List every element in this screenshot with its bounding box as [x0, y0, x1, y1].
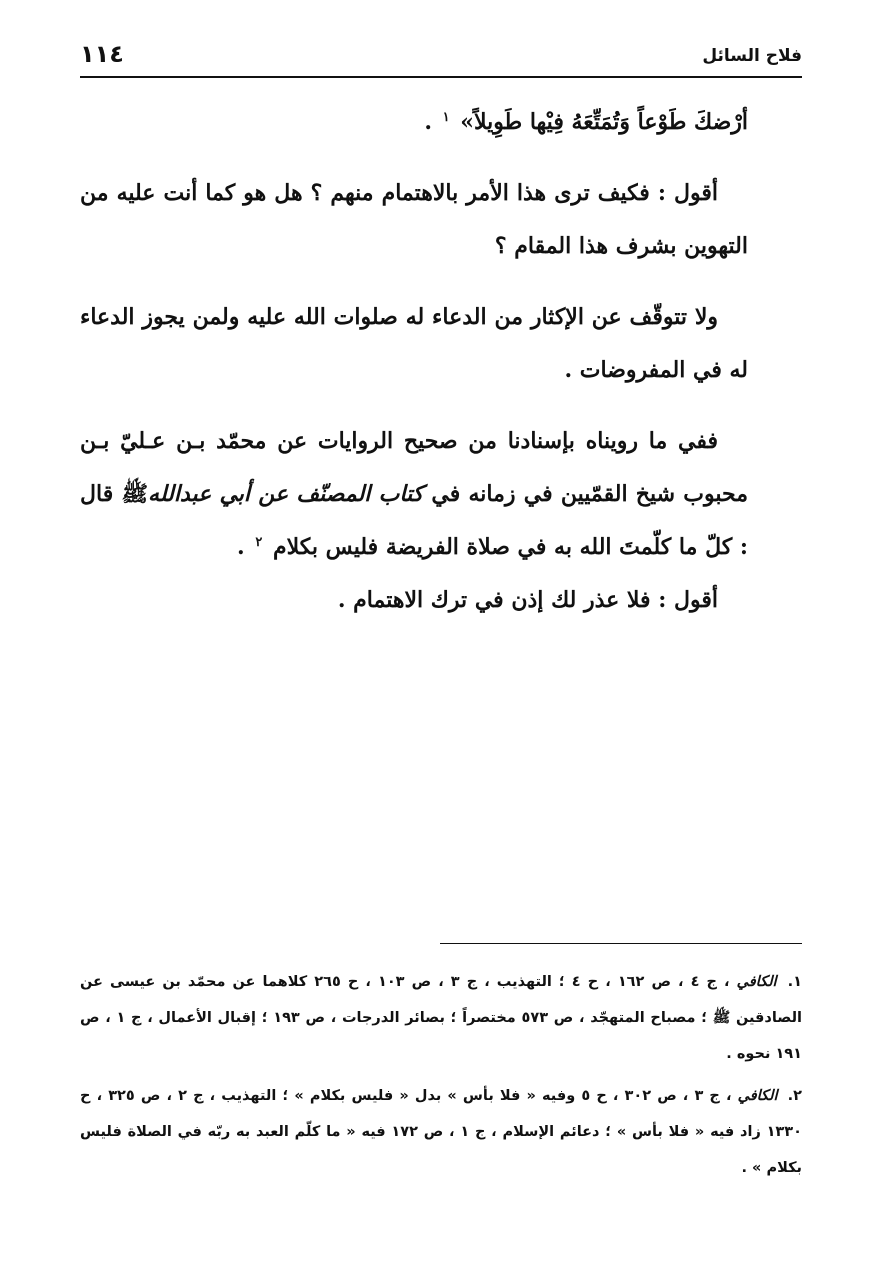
paragraph-5: أقول : فلا عذر لك إذن في ترك الاهتمام .: [337, 587, 718, 613]
paragraph-quote-end: أرْضكَ طَوْعاً وَتُمَتِّعَهُ فِيْها طَوِيلاً» $^١$ .: [424, 109, 748, 135]
running-title: فلاح السائل: [702, 46, 802, 66]
footnote-2: [80, 1078, 802, 1186]
footnote-marker: ١.: [787, 974, 802, 990]
footnote-ref-1[interactable]: ١: [442, 109, 450, 125]
footnote-marker: ٢.: [787, 1088, 802, 1104]
footnote-ref-2[interactable]: ٢: [255, 534, 263, 550]
footnote-source: الكافي: [737, 1088, 778, 1104]
running-header: [80, 28, 802, 76]
footnote-source: الكافي: [736, 974, 777, 990]
book-title: كتاب المصنّف عن أبي عبدالله: [148, 481, 424, 507]
footnote-1: [80, 964, 802, 1072]
paragraph-2: أقول : فكيف ترى هذا الأمر بالاهتمام منهم ؟ هل هو كما أنت عليه من التهوين بشرف هذا المقام ؟: [80, 180, 748, 259]
paragraph-4: ففي ما رويناه بإسنادنا من صحيح الروايات عن محمّد بـن عـليّ بـن محبوب شيخ القمّيين في زمانه في كتاب المصنّف عن أبي عبداللهﷺ قال : كلّ ما كلّمتَ الله به في صلاة الفريضة فليس بكلام $^٢$ .: [80, 428, 749, 560]
footnote-text: ، ج ٤ ، ص ١٦٢ ، ح ٤ ؛ التهذيب ، ج ٣ ، ص ١٠٣ ، ح ٢٦٥ كلاهما عن محمّد بن عيسى عن الصادقين ﷺ ؛ مصباح المتهجّد ، ص ٥٧٣ مختصراً ؛ بصائر الدرجات ، ص ١٩٣ ؛ إقبال الأعمال ، ج ١ ، ص ١٩١ نحوه .: [80, 974, 802, 1062]
main-text: [80, 96, 748, 645]
footnote-rule: [440, 943, 802, 944]
header-rule: [80, 76, 802, 78]
honorific-glyph: ﷺ: [121, 481, 149, 507]
footnotes: [80, 964, 802, 1192]
page-number: ١١٤: [80, 40, 124, 68]
footnote-text: ، ج ٣ ، ص ٣٠٢ ، ح ٥ وفيه « فلا بأس » بدل « فليس بكلام » ؛ التهذيب ، ج ٢ ، ص ٣٢٥ ، ح ١٣٣٠ زاد فيه « فلا بأس » ؛ دعائم الإسلام ، ج ١ ، ص ١٧٢ فيه « ما كلّم العبد به ربّه في الصلاة فليس بكلام » .: [80, 1088, 802, 1176]
paragraph-3: ولا تتوقّف عن الإكثار من الدعاء له صلوات الله عليه ولمن يجوز الدعاء له في المفروضات .: [80, 304, 748, 383]
quote-text: أرْضكَ طَوْعاً وَتُمَتِّعَهُ فِيْها طَوِيلاً»: [452, 109, 748, 135]
